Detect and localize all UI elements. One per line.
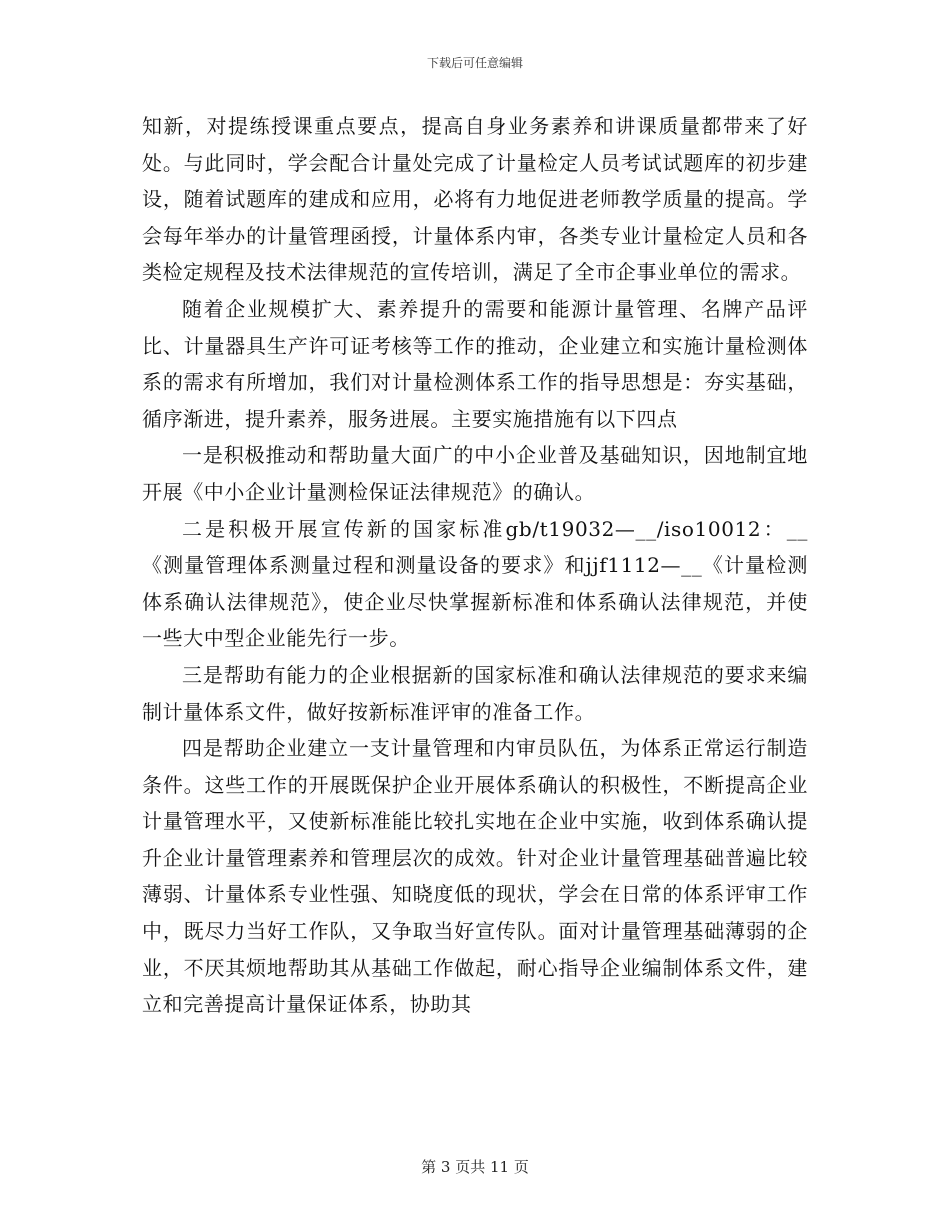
paragraph-measure-1: 一是积极推动和帮助量大面广的中小企业普及基础知识，因地制宜地开展《中小企业计量测检保证法律规范》的确认。 [142, 443, 808, 504]
paragraph-measure-3: 三是帮助有能力的企业根据新的国家标准和确认法律规范的要求来编制计量体系文件，做好按新标准评审的准备工作。 [142, 662, 808, 724]
paragraph-measure-4: 四是帮助企业建立一支计量管理和内审员队伍，为体系正常运行制造条件。这些工作的开展既保护企业开展体系确认的积极性，不断提高企业计量管理水平，又使新标准能比较扎实地在企业中实施，收到体系确认提升企业计量管理素养和管理层次的成效。针对企业计量管理基础普遍比较薄弱、计量体系专业性强、知晓度低的现状，学会在日常的体系评审工作中，既尽力当好工作队，又争取当好宣传队。面对计量管理基础薄弱的企业，不厌其烦地帮助其从基础工作做起，耐心指导企业编制体系文件，建立和完善提高计量保证体系，协助其 [142, 736, 808, 1017]
document-body [142, 108, 808, 1023]
paragraph-guiding-thought: 随着企业规模扩大、素养提升的需要和能源计量管理、名牌产品评比、计量器具生产许可证考核等工作的推动，企业建立和实施计量检测体系的需求有所增加，我们对计量检测体系工作的指导思想是：夯实基础，循序渐进，提升素养，服务进展。主要实施措施有以下四点 [142, 296, 808, 431]
page-header: 下载后可任意编辑 [426, 56, 523, 70]
paragraph-continuation: 知新，对提练授课重点要点，提高自身业务素养和讲课质量都带来了好处。与此同时，学会配合计量处完成了计量检定人员考试试题库的初步建设，随着试题库的建成和应用，必将有力地促进老师教学质量的提高。学会每年举办的计量管理函授，计量体系内审，各类专业计量检定人员和各类检定规程及技术法律规范的宣传培训，满足了全市企事业单位的需求。 [142, 114, 808, 285]
page-number: 第 3 页共 11 页 [421, 1158, 529, 1176]
paragraph-measure-2: 二是积极开展宣传新的国家标准gb/t19032—__/iso10012：__《测量管理体系测量过程和测量设备的要求》和jjf1112—__《计量检测体系确认法律规范》，使企业尽快掌握新标准和体系确认法律规范，并使一些大中型企业能先行一步。 [142, 516, 808, 651]
